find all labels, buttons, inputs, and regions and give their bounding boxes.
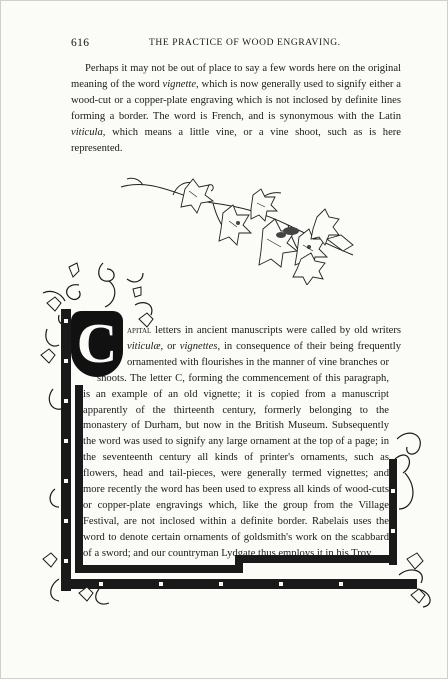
historiated-initial: C (71, 311, 123, 377)
paragraph-text-2: , or (160, 340, 180, 352)
running-title: THE PRACTICE OF WOOD ENGRAVING. (149, 38, 341, 48)
intro-paragraph (71, 61, 401, 157)
capital-letters-paragraph (83, 323, 401, 630)
intro-text-2: , which is now generally used to signify either a wood-cut or a copper-plate engraving which is not inclosed by definite lines forming a border. The word is French, and is synonymous with the Latin (71, 79, 401, 122)
paragraph-text-3: , in consequence of their being frequently ornamented with flourishes in the manner of vine branches or shoots. The letter C, forming the commencement of this paragraph, is an example of an old vignette; it is copied from a manuscript apparently of the thirteenth century, formerly belonging to the monastery of Durham, but now in the British Museum. Subsequently the word was used to signify any large ornament at the top of a page; in the seventeenth century all kinds of printer's ornaments, such as flowers, head and tail-pieces, were generally termed vignettes; and more recently the word has been used to express all kinds of wood-cuts or copper-plate engravings which, like the group from the Village Festival, are not inclosed within a definite border. Rabelais uses the word to denote certain ornaments of goldsmith's work on the scabbard of a sword; and our countryman Lydgate thus employs it in his Troy (83, 340, 401, 559)
initial-spacer-lower (83, 370, 97, 386)
intro-term-viticula: viticula (71, 127, 103, 138)
term-viticulae: viticulæ (127, 340, 161, 352)
intro-text-3: , which means a little vine, or a vine shoot, such as is here represented. (71, 127, 401, 154)
paragraph-text-1: letters in ancient manuscripts were called by old writers (151, 325, 401, 336)
term-vignettes: vignettes (179, 340, 218, 352)
intro-term-vignette: vignette (162, 79, 197, 90)
initial-spacer (83, 323, 123, 370)
frame-spacer-right (389, 520, 401, 630)
opening-small-caps: apital (127, 325, 152, 336)
intro-text-1: Perhaps it may not be out of place to say a few words here on the original meaning of the word (71, 63, 401, 90)
page-number: 616 (71, 37, 90, 49)
